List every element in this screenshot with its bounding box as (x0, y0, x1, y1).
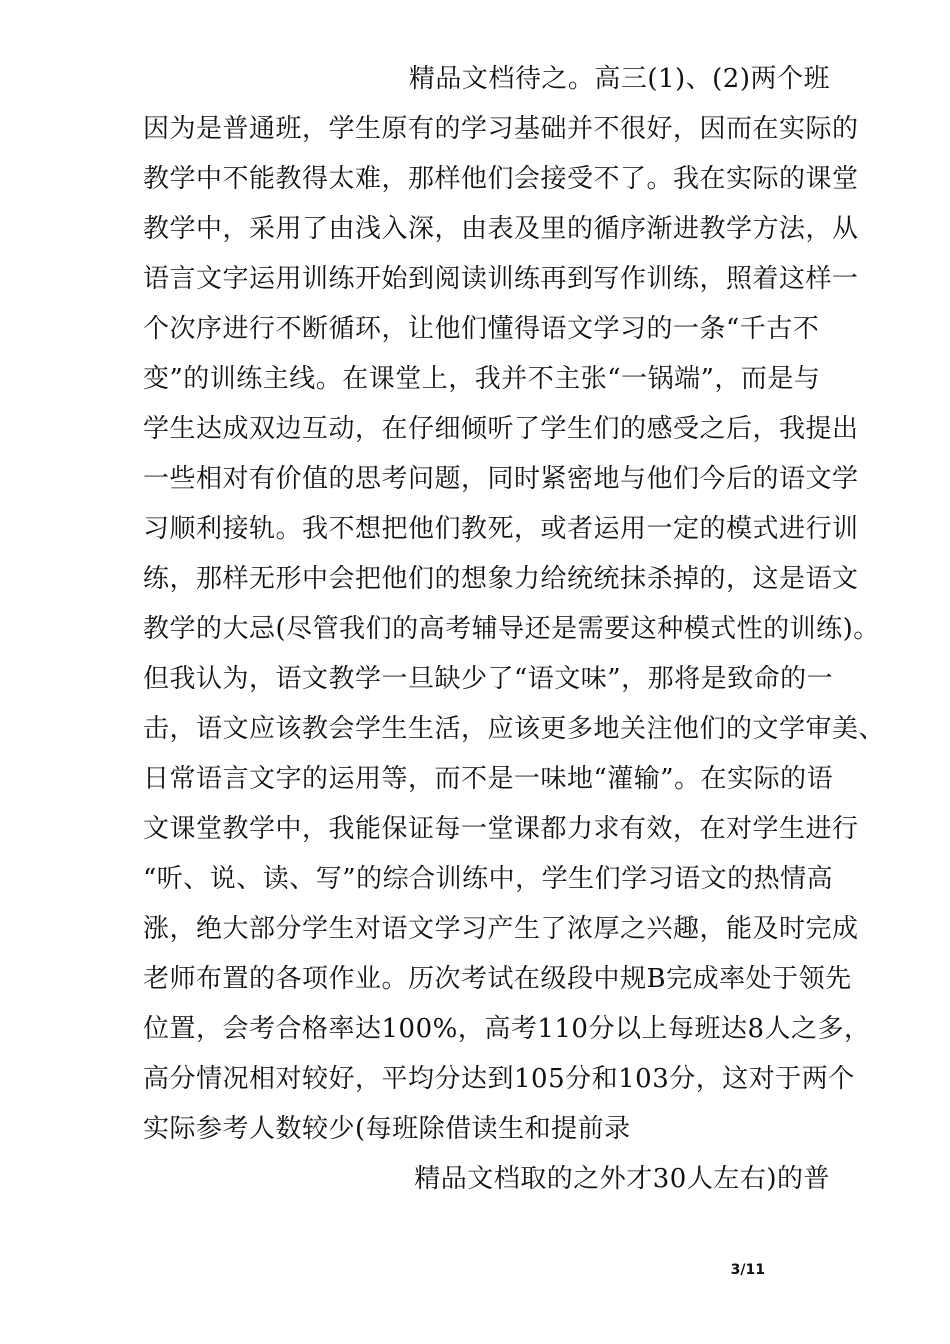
text-line: 教学的大忌(尽管我们的高考辅导还是需要这种模式性的训练)。 (143, 614, 880, 644)
text-line: 因为是普通班，学生原有的学习基础并不很好，因而在实际的 (143, 114, 859, 144)
text-line: 习顺利接轨。我不想把他们教死，或者运用一定的模式进行训 (143, 514, 859, 544)
text-line: 老师布置的各项作业。历次考试在级段中规B完成率处于领先 (143, 964, 852, 994)
text-line: 一些相对有价值的思考问题，同时紧密地与他们今后的语文学 (143, 464, 859, 494)
text-line: 教学中，采用了由浅入深，由表及里的循序渐进教学方法，从 (143, 214, 859, 244)
text-line: 日常语言文字的运用等，而不是一味地“灌输”。在实际的语 (143, 764, 834, 794)
text-line: 涨，绝大部分学生对语文学习产生了浓厚之兴趣，能及时完成 (143, 914, 859, 944)
text-line: 实际参考人数较少(每班除借读生和提前录 (143, 1114, 631, 1144)
text-line: 变”的训练主线。在课堂上，我并不主张“一锅端”，而是与 (143, 364, 821, 394)
text-line: 位置，会考合格率达100%，高考110分以上每班达8人之多， (143, 1014, 871, 1044)
text-line: 文课堂教学中，我能保证每一堂课都力求有效，在对学生进行 (143, 814, 859, 844)
text-line: 语言文字运用训练开始到阅读训练再到写作训练，照着这样一 (143, 264, 859, 294)
text-line: 练，那样无形中会把他们的想象力给统统抹杀掉的，这是语文 (143, 564, 859, 594)
text-line: 但我认为，语文教学一旦缺少了“语文味”，那将是致命的一 (143, 664, 834, 694)
text-line: 教学中不能教得太难，那样他们会接受不了。我在实际的课堂 (143, 164, 859, 194)
text-line: 精品文档取的之外才30人左右)的普 (414, 1164, 830, 1194)
text-line: “听、说、读、写”的综合训练中，学生们学习语文的热情高 (143, 864, 834, 894)
page-number: 3/11 (730, 1262, 765, 1278)
text-line: 个次序进行不断循环，让他们懂得语文学习的一条“千古不 (143, 314, 820, 344)
text-line: 学生达成双边互动，在仔细倾听了学生们的感受之后，我提出 (143, 414, 859, 444)
text-line: 高分情况相对较好，平均分达到105分和103分，这对于两个 (143, 1064, 855, 1094)
text-line: 精品文档待之。高三(1)、(2)两个班 (408, 64, 830, 94)
text-line: 击，语文应该教会学生生活，应该更多地关注他们的文学审美、 (143, 714, 886, 744)
